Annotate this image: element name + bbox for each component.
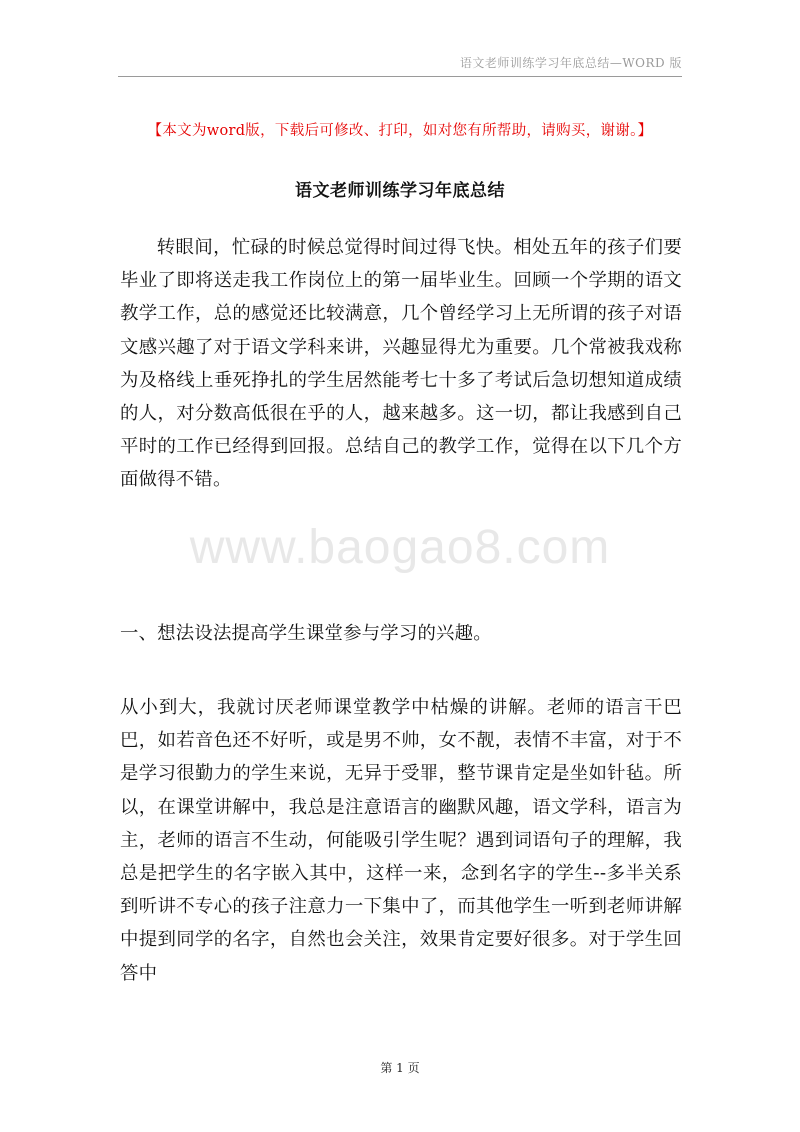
running-header: 语文老师训练学习年底总结—WORD 版: [459, 56, 682, 70]
watermark: www.baogao8.com: [189, 521, 611, 574]
page-number: 第 1 页: [380, 1061, 420, 1075]
paragraph-intro: 转眼间，忙碌的时候总觉得时间过得飞快。相处五年的孩子们要毕业了即将送走我工作岗位上的第一届毕业生。回顾一个学期的语文教学工作，总的感觉还比较满意，几个曾经学习上无所谓的孩子对语文感兴趣了对于语文学科来讲，兴趣显得尤为重要。几个常被我戏称为及格线上垂死挣扎的学生居然能考七十多了考试后急切想知道成绩的人，对分数高低很在乎的人，越来越多。这一切，都让我感到自己平时的工作已经得到回报。总结自己的教学工作，觉得在以下几个方面做得不错。: [120, 237, 682, 491]
purchase-notice: 【本文为word版，下载后可修改、打印，如对您有所帮助，请购买，谢谢。】: [147, 123, 653, 139]
section-heading-1: 一、想法设法提高学生课堂参与学习的兴趣。: [120, 623, 492, 644]
header-divider: [118, 76, 682, 77]
paragraph-body: 从小到大，我就讨厌老师课堂教学中枯燥的讲解。老师的语言干巴巴，如若音色还不好听，或是男不帅，女不靓，表情不丰富，对于不是学习很勤力的学生来说，无异于受罪，整节课肯定是坐如针毡。所以，在课堂讲解中，我总是注意语言的幽默风趣，语文学科，语言为主，老师的语言不生动，何能吸引学生呢？遇到词语句子的理解，我总是把学生的名字嵌入其中，这样一来，念到名字的学生--多半关系到听讲不专心的孩子注意力一下集中了，而其他学生一听到老师讲解中提到同学的名字，自然也会关注，效果肯定要好很多。对于学生回答中: [120, 697, 682, 984]
document-title: 语文老师训练学习年底总结: [295, 181, 505, 201]
